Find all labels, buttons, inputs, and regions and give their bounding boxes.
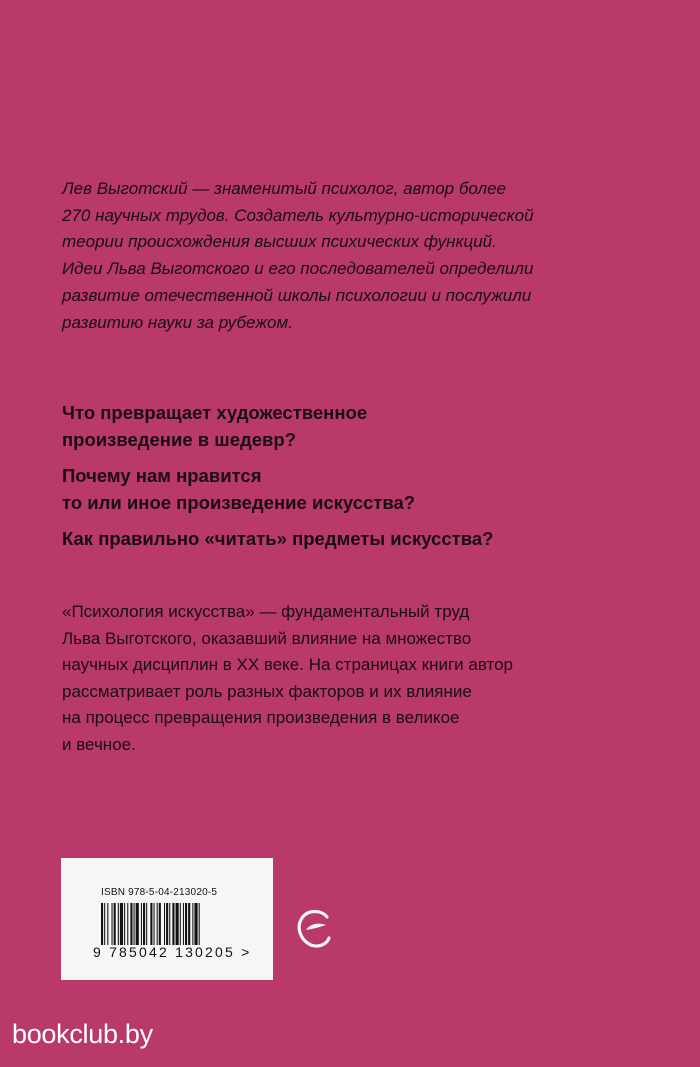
description-line: и вечное. bbox=[62, 734, 136, 754]
barcode-stripe bbox=[118, 903, 119, 945]
barcode-stripe bbox=[127, 903, 128, 945]
barcode-bars bbox=[101, 903, 241, 945]
description-line: Льва Выготского, оказавший влияние на множество bbox=[62, 628, 472, 648]
barcode-panel bbox=[61, 858, 273, 980]
barcode-stripe bbox=[143, 903, 145, 945]
barcode-stripe bbox=[166, 903, 168, 945]
barcode-stripe bbox=[107, 903, 108, 945]
description-line: рассматривает роль разных факторов и их влияние bbox=[62, 681, 472, 701]
question bbox=[62, 400, 582, 453]
barcode-stripe bbox=[183, 903, 184, 945]
question-line: произведение в шедевр? bbox=[62, 428, 296, 450]
barcode-stripe bbox=[146, 903, 147, 945]
question-line: Что превращает художественное bbox=[62, 402, 368, 423]
barcode-stripe bbox=[180, 903, 181, 945]
eksmo-e-logo-icon bbox=[296, 906, 332, 950]
barcode-stripe bbox=[130, 903, 132, 945]
author-bio-line: 270 научных трудов. Создатель культурно-исторической bbox=[62, 205, 534, 225]
question-line: то или иное произведение искусства? bbox=[62, 491, 416, 513]
question-line: Почему нам нравится bbox=[62, 465, 262, 486]
key-questions bbox=[62, 400, 582, 563]
barcode-stripe bbox=[141, 903, 142, 945]
barcode-stripe bbox=[157, 903, 158, 945]
barcode-stripe bbox=[112, 903, 113, 945]
description-line: научных дисциплин в XX веке. На страницах книги автор bbox=[62, 655, 514, 674]
barcode-stripe bbox=[101, 903, 103, 945]
author-bio-line: Лев Выготский — знаменитый психолог, автор более bbox=[62, 179, 506, 198]
barcode-digits: 9 785042 130205 > bbox=[93, 944, 252, 960]
barcode-stripe bbox=[150, 903, 152, 945]
author-bio-line: развитию науки за рубежом. bbox=[62, 312, 293, 332]
question bbox=[62, 526, 582, 553]
barcode-stripe bbox=[194, 903, 197, 945]
question bbox=[62, 463, 582, 516]
barcode-stripe bbox=[124, 903, 125, 945]
barcode-stripe bbox=[104, 903, 105, 945]
barcode-stripe bbox=[192, 903, 193, 945]
barcode-stripe bbox=[120, 903, 123, 945]
barcode-stripe bbox=[164, 903, 165, 945]
barcode-stripe bbox=[136, 903, 139, 945]
question-line: Как правильно «читать» предметы искусства? bbox=[62, 528, 494, 549]
author-bio-line: развитие отечественной школы психологии и послужили bbox=[62, 285, 532, 305]
book-description bbox=[62, 599, 562, 758]
barcode-stripe bbox=[114, 903, 116, 945]
isbn-label: ISBN 978-5-04-213020-5 bbox=[101, 887, 218, 898]
barcode-stripe bbox=[159, 903, 161, 945]
barcode-stripe bbox=[172, 903, 174, 945]
barcode-stripe bbox=[188, 903, 190, 945]
site-watermark: bookclub.by bbox=[12, 1019, 153, 1049]
description-line: на процесс превращения произведения в великое bbox=[62, 708, 460, 727]
barcode-stripe bbox=[169, 903, 170, 945]
barcode-stripe bbox=[176, 903, 179, 945]
description-line: «Психология искусства» — фундаментальный труд bbox=[62, 602, 470, 621]
author-bio-line: Идеи Льва Выготского и его последователей определили bbox=[62, 259, 534, 279]
barcode-stripe bbox=[134, 903, 135, 945]
author-bio-line: теории происхождения высших психических функций. bbox=[62, 232, 497, 252]
barcode-stripe bbox=[185, 903, 187, 945]
barcode-stripe bbox=[154, 903, 155, 945]
author-bio bbox=[62, 176, 562, 336]
barcode-stripe bbox=[199, 903, 200, 945]
